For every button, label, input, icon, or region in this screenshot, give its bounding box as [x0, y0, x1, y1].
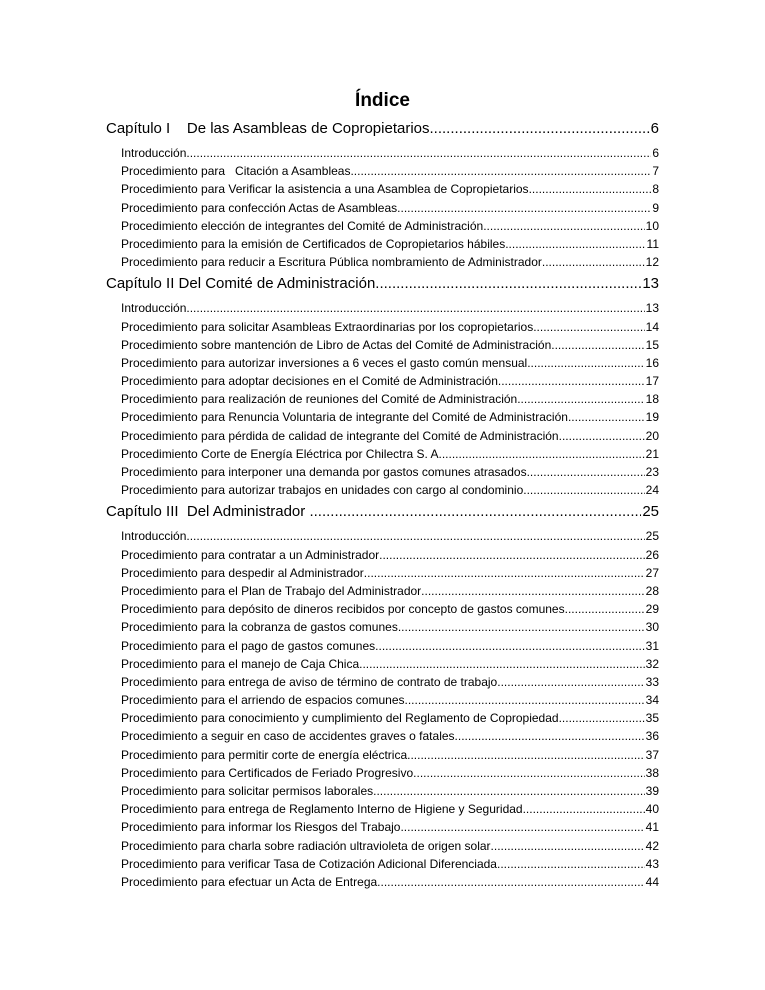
toc-entry[interactable]	[106, 855, 659, 873]
dot-leader	[559, 427, 645, 445]
toc-entry[interactable]	[106, 336, 659, 354]
entry-page-number: 13	[645, 301, 659, 316]
toc-entry[interactable]	[106, 299, 659, 317]
entry-title: Procedimiento para charla sobre radiación ultravioleta de origen solar	[121, 838, 491, 853]
toc-entry[interactable]	[106, 564, 659, 582]
chapter-section-2	[106, 272, 659, 499]
entry-page-number: 43	[645, 856, 659, 871]
dot-leader	[523, 481, 644, 499]
chapter-section-3	[106, 500, 659, 891]
entry-page-number: 24	[645, 483, 659, 498]
entry-page-number: 23	[645, 465, 659, 479]
entry-title: Procedimiento para pérdida de calidad de integrante del Comité de Administración	[121, 428, 559, 443]
toc-entry[interactable]	[106, 618, 659, 636]
entry-title: Procedimiento para interponer una demanda por gastos comunes atrasados	[121, 465, 527, 479]
dot-leader	[568, 408, 645, 426]
entry-title: Procedimiento para verificar Tasa de Cotización Adicional Diferenciada	[121, 856, 497, 871]
entry-page-number: 44	[645, 874, 659, 889]
entry-title: Procedimiento para el arriendo de espacios comunes	[121, 693, 405, 708]
dot-leader	[455, 727, 645, 745]
chapter-heading-2[interactable]	[106, 272, 659, 295]
dot-leader	[517, 390, 644, 408]
toc-entry[interactable]	[106, 372, 659, 390]
dot-leader	[551, 336, 644, 354]
dot-leader	[505, 235, 645, 253]
entry-page-number: 10	[645, 218, 659, 233]
entry-page-number: 42	[645, 838, 659, 853]
entry-page-number: 12	[645, 255, 659, 270]
dot-leader	[529, 180, 652, 198]
toc-entry[interactable]	[106, 199, 659, 217]
toc-entry[interactable]	[106, 481, 659, 499]
dot-leader	[497, 855, 645, 873]
toc-entry[interactable]	[106, 217, 659, 235]
chapter-heading-1[interactable]	[106, 117, 659, 140]
dot-leader	[373, 782, 645, 800]
chapter-title: Capítulo I De las Asambleas de Copropietarios	[106, 120, 430, 137]
dot-leader	[527, 354, 644, 372]
toc-entry[interactable]	[106, 427, 659, 445]
entry-page-number: 29	[645, 602, 659, 617]
toc-entry[interactable]	[106, 746, 659, 764]
chapter-page-number: 25	[642, 503, 659, 521]
chapter-title: Capítulo III Del Administrador	[106, 503, 310, 521]
entry-title: Procedimiento para entrega de Reglamento Interno de Higiene y Seguridad	[121, 802, 523, 817]
entry-title: Procedimiento para el Plan de Trabajo del Administrador	[121, 583, 422, 598]
toc-entry[interactable]	[106, 408, 659, 426]
entry-page-number: 27	[645, 565, 659, 580]
dot-leader	[442, 445, 645, 463]
entry-title: Procedimiento para realización de reuniones del Comité de Administración	[121, 392, 518, 407]
toc-entry[interactable]	[106, 673, 659, 691]
entry-title: Procedimiento para entrega de aviso de término de contrato de trabajo	[121, 674, 498, 689]
dot-leader	[375, 637, 644, 655]
toc-entry[interactable]	[106, 727, 659, 745]
dot-leader	[498, 372, 645, 390]
dot-leader	[186, 299, 644, 317]
entry-page-number: 28	[645, 583, 659, 598]
entry-page-number: 35	[645, 711, 659, 726]
dot-leader	[527, 463, 645, 481]
entry-page-number: 25	[645, 529, 659, 544]
entry-page-number: 15	[645, 337, 659, 352]
entry-title: Procedimiento para Certificados de Feriado Progresivo	[121, 765, 414, 780]
toc-title: Índice	[355, 90, 410, 111]
entry-title: Procedimiento para autorizar inversiones a 6 veces el gasto común mensual	[121, 355, 528, 370]
dot-leader	[523, 800, 645, 818]
entry-page-number: 33	[645, 674, 659, 689]
dot-leader	[379, 546, 645, 564]
table-of-contents	[106, 117, 659, 892]
entry-page-number: 7	[652, 164, 659, 179]
entry-title: Procedimiento para efectuar un Acta de Entrega	[121, 874, 378, 889]
entry-title: Procedimiento para despedir al Administrador	[121, 565, 364, 580]
toc-entry[interactable]	[106, 318, 659, 336]
entry-title: Procedimiento para Renuncia Voluntaria de integrante del Comité de Administración	[121, 410, 568, 425]
entry-title: Procedimiento para informar los Riesgos del Trabajo	[121, 820, 401, 835]
toc-entry[interactable]	[106, 390, 659, 408]
entry-page-number: 21	[645, 446, 659, 461]
entry-title: Procedimiento elección de integrantes del Comité de Administración	[121, 218, 484, 233]
entry-page-number: 11	[646, 236, 659, 251]
dot-leader	[533, 318, 644, 336]
dot-leader	[375, 272, 641, 295]
toc-entry[interactable]	[106, 354, 659, 372]
toc-entry[interactable]	[106, 655, 659, 673]
entry-title: Introducción	[121, 146, 187, 160]
toc-entry[interactable]	[106, 162, 659, 180]
entry-title: Procedimiento sobre mantención de Libro de Actas del Comité de Administración	[121, 337, 552, 352]
dot-leader	[397, 199, 651, 217]
dot-leader	[565, 600, 645, 618]
dot-leader	[364, 564, 645, 582]
entry-title: Procedimiento para Verificar la asistencia a una Asamblea de Copropietarios	[121, 182, 529, 197]
entry-page-number: 32	[645, 656, 659, 671]
entry-page-number: 8	[652, 182, 659, 197]
entry-page-number: 38	[645, 765, 659, 780]
entry-title: Procedimiento para conocimiento y cumplimiento del Reglamento de Copropiedad	[121, 711, 559, 726]
toc-entry[interactable]	[106, 582, 659, 600]
entry-title: Procedimiento para el pago de gastos comunes	[121, 638, 376, 653]
dot-leader	[405, 691, 645, 709]
entry-title: Procedimiento para el manejo de Caja Chica	[121, 656, 360, 671]
entry-title: Procedimiento Corte de Energía Eléctrica por Chilectra S. A.	[121, 446, 442, 461]
entry-title: Procedimiento para adoptar decisiones en el Comité de Administración	[121, 374, 498, 389]
entry-page-number: 9	[652, 200, 659, 215]
entry-page-number: 37	[645, 747, 659, 762]
toc-entry[interactable]	[106, 527, 659, 545]
entry-title: Procedimiento para reducir a Escritura Pública nombramiento de Administrador	[121, 255, 542, 270]
toc-entry[interactable]	[106, 873, 659, 891]
entry-page-number: 19	[645, 410, 659, 425]
dot-leader	[186, 144, 651, 162]
toc-entry[interactable]	[106, 445, 659, 463]
dot-leader	[559, 709, 645, 727]
entry-title: Procedimiento para Citación a Asambleas	[121, 164, 351, 179]
dot-leader	[350, 162, 651, 180]
entry-page-number: 17	[645, 374, 659, 389]
toc-entry[interactable]	[106, 180, 659, 198]
toc-entry[interactable]	[106, 782, 659, 800]
toc-entry[interactable]	[106, 637, 659, 655]
toc-entry[interactable]	[106, 463, 659, 481]
dot-leader	[186, 527, 644, 545]
dot-leader	[483, 217, 644, 235]
entry-page-number: 41	[645, 820, 659, 835]
entry-title: Introducción	[121, 301, 187, 316]
entry-page-number: 36	[645, 729, 659, 744]
toc-entry[interactable]	[106, 600, 659, 618]
dot-leader	[430, 117, 650, 140]
toc-entry[interactable]	[106, 144, 659, 162]
entry-title: Procedimiento para depósito de dineros recibidos por concepto de gastos comunes	[121, 602, 565, 617]
entry-title: Procedimiento para solicitar permisos laborales	[121, 784, 374, 798]
dot-leader	[377, 873, 644, 891]
dot-leader	[421, 582, 644, 600]
toc-entry[interactable]	[106, 764, 659, 782]
entry-title: Procedimiento para confección Actas de Asambleas	[121, 200, 398, 215]
chapter-section-1	[106, 117, 659, 271]
entry-title: Procedimiento para solicitar Asambleas Extraordinarias por los copropietarios	[121, 319, 534, 334]
chapter-page-number: 6	[650, 120, 659, 137]
toc-entry[interactable]	[106, 800, 659, 818]
entry-page-number: 16	[645, 355, 659, 370]
dot-leader	[491, 837, 645, 855]
dot-leader	[407, 746, 645, 764]
entry-title: Procedimiento a seguir en caso de accidentes graves o fatales	[121, 729, 455, 744]
dot-leader	[398, 618, 645, 636]
entry-title: Procedimiento para la emisión de Certificados de Copropietarios hábiles	[121, 236, 506, 251]
toc-entry[interactable]	[106, 253, 659, 271]
entry-page-number: 18	[645, 392, 659, 407]
entry-title: Procedimiento para contratar a un Administrador	[121, 547, 380, 562]
entry-title: Introducción	[121, 529, 187, 544]
toc-entry[interactable]	[106, 818, 659, 836]
entry-page-number: 31	[645, 638, 659, 653]
dot-leader	[413, 764, 644, 782]
entry-page-number: 30	[645, 620, 659, 635]
chapter-page-number: 13	[642, 275, 659, 293]
entry-page-number: 34	[645, 693, 659, 708]
entry-page-number: 14	[645, 319, 659, 334]
entry-title: Procedimiento para permitir corte de energía eléctrica	[121, 747, 408, 762]
entry-title: Procedimiento para la cobranza de gastos comunes	[121, 620, 398, 635]
toc-entry[interactable]	[106, 691, 659, 709]
entry-page-number: 20	[645, 428, 659, 443]
entry-page-number: 39	[645, 784, 659, 798]
dot-leader	[400, 818, 644, 836]
toc-entry[interactable]	[106, 837, 659, 855]
entry-page-number: 26	[645, 547, 659, 562]
entry-page-number: 40	[645, 802, 659, 817]
toc-entry[interactable]	[106, 546, 659, 564]
toc-entry[interactable]	[106, 235, 659, 253]
entry-title: Procedimiento para autorizar trabajos en unidades con cargo al condominio	[121, 483, 524, 498]
entry-page-number: 6	[652, 146, 659, 160]
dot-leader	[497, 673, 644, 691]
chapter-heading-3[interactable]	[106, 500, 659, 523]
dot-leader	[359, 655, 645, 673]
dot-leader	[309, 500, 641, 523]
toc-entry[interactable]	[106, 709, 659, 727]
dot-leader	[542, 253, 645, 271]
chapter-title: Capítulo II Del Comité de Administración	[106, 275, 376, 293]
